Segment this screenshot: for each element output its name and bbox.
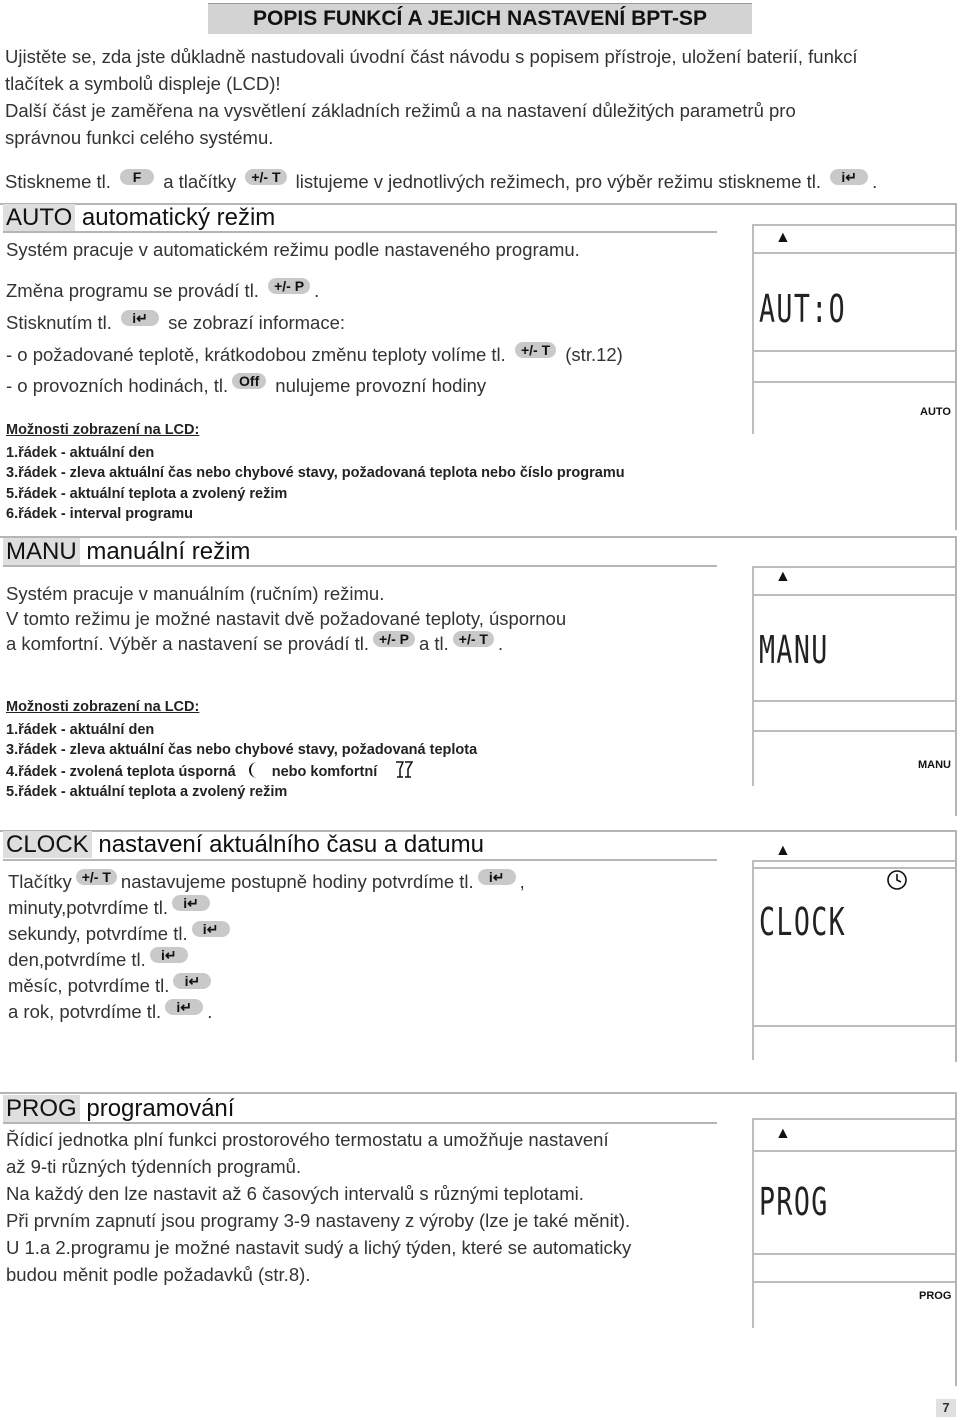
prog-title: programování	[86, 1095, 235, 1122]
auto-line-2	[6, 277, 319, 304]
clock-line	[8, 947, 525, 973]
info-key-label: i	[202, 921, 207, 937]
lcd-option-line: 3.řádek - zleva aktuální čas nebo chybové stavy, požadovaná teplota	[6, 742, 478, 758]
lcd-row-line	[752, 1118, 955, 1120]
auto-lcd-options	[6, 420, 625, 525]
info-key-label: i	[183, 895, 188, 911]
manu-title-rule	[3, 565, 717, 567]
clock-body	[8, 869, 525, 1025]
prog-line: U 1.a 2.programu je možné nastavit sudý a lichý týden, které se automaticky	[6, 1237, 632, 1258]
day-arrow-icon: ▲	[775, 568, 791, 585]
auto-line: Systém pracuje v automatickém režimu podle nastaveného programu.	[6, 239, 580, 260]
day-arrow-icon: ▲	[775, 229, 791, 246]
lcd-option-line: 3.řádek - zleva aktuální čas nebo chybové stavy, požadovaná teplota nebo číslo programu	[6, 465, 625, 481]
lcd-row-line	[752, 860, 955, 862]
manu-line	[6, 631, 566, 656]
prog-tag: PROG	[3, 1095, 80, 1122]
info-key-label: i	[184, 973, 189, 989]
auto-text: - o provozních hodinách, tl.	[6, 375, 229, 396]
intro-line: Ujistěte se, zda jste důkladně nastudovali úvodní část návodu s popisem přístroje, uložení baterií, funkcí	[5, 46, 858, 67]
auto-title-rule	[3, 231, 717, 233]
lcd-option-text: nebo komfortní	[271, 763, 378, 780]
info-enter-key	[150, 947, 188, 963]
info-enter-key	[121, 310, 159, 326]
auto-text: nulujeme provozní hodiny	[275, 375, 487, 396]
info-enter-key	[173, 973, 211, 989]
lcd-row-line	[752, 594, 955, 596]
manu-lcd-display	[752, 566, 957, 786]
lcd-row-line	[752, 1025, 955, 1027]
lcd-row-line	[752, 730, 955, 732]
prog-line: Při prvním zapnutí jsou programy 3-9 nastaveny z výroby (lze je také měnit).	[6, 1210, 631, 1231]
lcd-option-line	[6, 761, 477, 783]
prog-line: budou měnit podle požadavků (str.8).	[6, 1264, 311, 1285]
prog-mode-label: PROG	[919, 1290, 952, 1302]
manu-text: a tl.	[418, 633, 449, 654]
page-number: 7	[936, 1399, 956, 1417]
clock-text: Tlačítky	[8, 871, 72, 892]
lcd-option-line: 5.řádek - aktuální teplota a zvolený režim	[6, 784, 288, 800]
manu-title: manuální režim	[86, 538, 251, 565]
enter-icon: ↵	[187, 895, 199, 911]
lcd-option-text: 4.řádek - zvolená teplota úsporná	[6, 763, 236, 780]
info-enter-key	[192, 921, 230, 937]
plus-minus-t-key: +/- T	[515, 342, 556, 358]
manu-body	[6, 581, 566, 656]
manu-lcd-readout: MANU	[759, 628, 829, 672]
comfort-glasses-icon	[395, 761, 413, 779]
clock-text: ,	[519, 871, 525, 892]
intro-text	[5, 43, 955, 151]
info-key-label: i	[841, 169, 846, 185]
clock-text: a rok, potvrdíme tl.	[8, 1001, 162, 1022]
off-key: Off	[232, 373, 266, 389]
plus-minus-p-key: +/- P	[373, 631, 415, 647]
info-key-label: i	[132, 310, 137, 326]
clock-line	[8, 895, 525, 921]
f-key: F	[120, 169, 154, 185]
enter-icon: ↵	[845, 169, 857, 185]
day-arrow-icon: ▲	[775, 842, 791, 859]
manu-tag: MANU	[3, 538, 80, 565]
lcd-option-line: 1.řádek - aktuální den	[6, 721, 155, 738]
intro-line: správnou funkci celého systému.	[5, 127, 274, 148]
page-title: POPIS FUNKCÍ A JEJICH NASTAVENÍ BPT-SP	[208, 3, 752, 34]
clock-line	[8, 869, 525, 895]
clock-text: minuty,potvrdíme tl.	[8, 897, 169, 918]
clock-tag: CLOCK	[3, 831, 92, 858]
auto-section-heading	[3, 203, 275, 233]
intro-line: Další část je zaměřena na vysvětlení základních režimů a na nastavení důležitých parametrů pro	[5, 100, 796, 121]
clock-text: měsíc, potvrdíme tl.	[8, 975, 170, 996]
manu-text: a komfortní. Výběr a nastavení se provádí tl.	[6, 633, 369, 654]
lcd-options-heading: Možnosti zobrazení na LCD:	[6, 699, 200, 715]
lcd-row-line	[752, 867, 955, 869]
intro-line: tlačítek a symbolů displeje (LCD)!	[5, 73, 281, 94]
clock-title-rule	[3, 859, 717, 861]
clock-text: sekundy, potvrdíme tl.	[8, 923, 188, 944]
lcd-row-line	[752, 252, 955, 254]
lcd-row-line	[752, 381, 955, 383]
clock-lcd-readout: CLOCK	[759, 900, 847, 944]
clock-text: den,potvrdíme tl.	[8, 949, 146, 970]
nav-text: .	[872, 171, 878, 192]
lcd-option-line: 5.řádek - aktuální teplota a zvolený režim	[6, 485, 288, 502]
clock-text: .	[207, 1001, 213, 1022]
auto-tag: AUTO	[3, 204, 75, 231]
enter-icon: ↵	[164, 947, 177, 963]
enter-icon: ↵	[206, 921, 219, 937]
auto-text: (str.12)	[565, 344, 623, 365]
clock-text: nastavujeme postupně hodiny potvrdíme tl.	[120, 871, 474, 892]
manu-text: .	[497, 633, 504, 654]
lcd-row-line	[752, 224, 955, 226]
info-enter-key	[478, 869, 516, 885]
info-key-label: i	[176, 999, 181, 1015]
manu-section-heading	[3, 537, 250, 567]
day-arrow-icon: ▲	[775, 1125, 791, 1142]
lcd-option-line: 1.řádek - aktuální den	[6, 444, 155, 461]
prog-lcd-readout: PROG	[759, 1180, 829, 1224]
moon-icon	[246, 761, 262, 779]
clock-icon	[886, 869, 908, 891]
plus-minus-p-key: +/- P	[268, 278, 310, 294]
enter-icon: ↵	[492, 869, 505, 885]
clock-line	[8, 999, 525, 1025]
auto-lcd-readout: AUT:O	[759, 287, 847, 331]
lcd-row-line	[752, 1281, 955, 1283]
auto-title: automatický režim	[81, 204, 276, 231]
clock-title: nastavení aktuálního času a datumu	[98, 831, 484, 858]
manu-line: Systém pracuje v manuálním (ručním) režimu.	[6, 583, 385, 604]
enter-icon: ↵	[188, 973, 201, 989]
lcd-row-line	[752, 700, 955, 702]
lcd-option-line: 6.řádek - interval programu	[6, 506, 193, 522]
enter-icon: ↵	[180, 999, 193, 1015]
intro-nav-line	[5, 168, 877, 195]
manu-lcd-options	[6, 697, 477, 803]
auto-text: Stisknutím tl.	[6, 312, 112, 333]
auto-line-3	[6, 309, 345, 336]
auto-text: se zobrazí informace:	[168, 312, 346, 333]
auto-body	[6, 236, 580, 263]
nav-text: listujeme v jednotlivých režimech, pro výběr režimu stiskneme tl.	[295, 171, 822, 192]
lcd-row-line	[752, 1150, 955, 1152]
manu-mode-label: MANU	[918, 759, 951, 771]
clock-line	[8, 921, 525, 947]
clock-section-heading	[3, 830, 484, 860]
clock-lcd-display	[752, 860, 957, 1060]
info-enter-key	[830, 169, 868, 185]
lcd-row-line	[752, 1253, 955, 1255]
nav-text: a tlačítky	[163, 171, 237, 192]
prog-line: Na každý den lze nastavit až 6 časových intervalů s různými teplotami.	[6, 1183, 584, 1204]
info-key-label: i	[488, 869, 493, 885]
lcd-row-line	[752, 350, 955, 352]
info-enter-key	[165, 999, 203, 1015]
plus-minus-t-key: +/- T	[245, 169, 286, 185]
prog-line: Řídicí jednotka plní funkci prostorového termostatu a umožňuje nastavení	[6, 1129, 609, 1150]
manu-line: V tomto režimu je možné nastavit dvě požadované teploty, úspornou	[6, 608, 567, 629]
plus-minus-t-key: +/- T	[76, 869, 117, 885]
clock-line	[8, 973, 525, 999]
auto-mode-label: AUTO	[920, 406, 951, 418]
auto-text: Změna programu se provádí tl.	[6, 280, 259, 301]
prog-line: až 9-ti různých týdenních programů.	[6, 1156, 302, 1177]
info-enter-key	[172, 895, 210, 911]
nav-text: Stiskneme tl.	[5, 171, 111, 192]
prog-title-rule	[3, 1122, 717, 1124]
prog-section-heading	[3, 1094, 234, 1124]
enter-icon: ↵	[136, 310, 148, 326]
auto-line-4	[6, 341, 623, 368]
prog-body	[6, 1126, 631, 1288]
auto-text: - o požadované teplotě, krátkodobou změnu teploty volíme tl.	[6, 344, 506, 365]
auto-line-5	[6, 372, 486, 399]
lcd-options-heading: Možnosti zobrazení na LCD:	[6, 422, 200, 438]
plus-minus-t-key: +/- T	[453, 631, 494, 647]
info-key-label: i	[160, 947, 165, 963]
auto-text: .	[314, 280, 320, 301]
